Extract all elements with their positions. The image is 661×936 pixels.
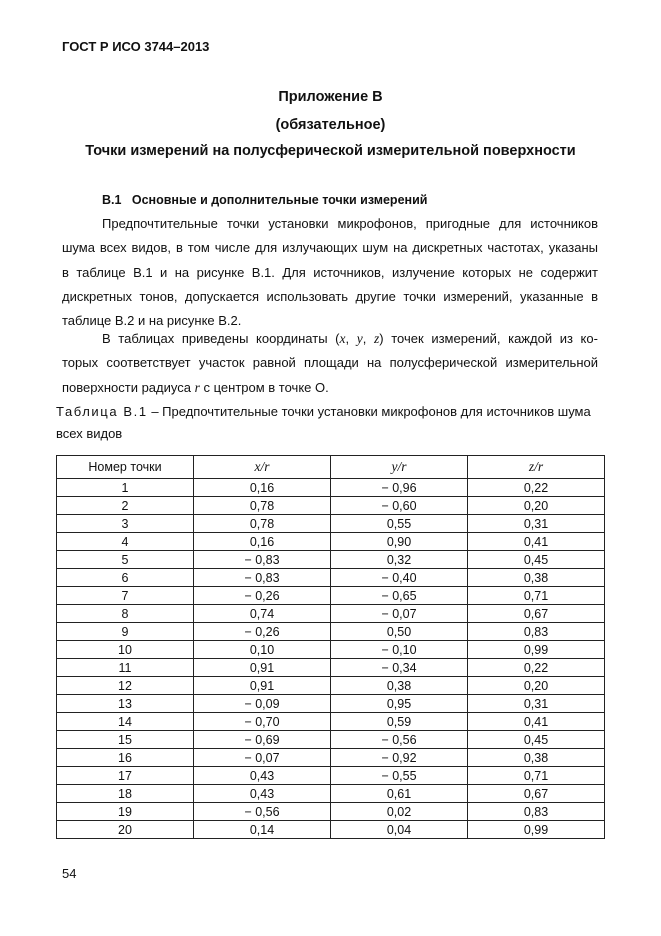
table-cell: 0,67 <box>468 605 605 623</box>
table-cell: 20 <box>57 821 194 839</box>
table-row <box>57 659 605 677</box>
table-cell: 12 <box>57 677 194 695</box>
table-cell: 13 <box>57 695 194 713</box>
table-cell: 0,38 <box>468 749 605 767</box>
table-cell: 0,43 <box>194 767 331 785</box>
table-label: Таблица В.1 <box>56 404 148 419</box>
table-cell: 5 <box>57 551 194 569</box>
table-cell: 0,55 <box>331 515 468 533</box>
paragraph-2 <box>62 327 598 400</box>
appendix-name: Точки измерений на полусферической измерительной поверхности <box>85 143 576 159</box>
radius-symbol: r <box>194 379 200 395</box>
table-cell: − 0,83 <box>194 551 331 569</box>
table-cell: 3 <box>57 515 194 533</box>
table-row <box>57 821 605 839</box>
table-cell: 7 <box>57 587 194 605</box>
table-cell: 4 <box>57 533 194 551</box>
table-row <box>57 515 605 533</box>
table-row <box>57 479 605 497</box>
table-cell: − 0,92 <box>331 749 468 767</box>
table-row <box>57 767 605 785</box>
table-row <box>57 695 605 713</box>
table-cell: 17 <box>57 767 194 785</box>
table-row <box>57 623 605 641</box>
appendix-status: (обязательное) <box>275 117 386 133</box>
table-cell: − 0,70 <box>194 713 331 731</box>
table-header-row <box>57 456 605 479</box>
table-row <box>57 551 605 569</box>
table-row <box>57 569 605 587</box>
table-cell: 11 <box>57 659 194 677</box>
table-cell: 0,61 <box>331 785 468 803</box>
table-cell: − 0,60 <box>331 497 468 515</box>
table-cell: 0,74 <box>194 605 331 623</box>
table-row <box>57 641 605 659</box>
table-cell: 8 <box>57 605 194 623</box>
table-cell: 0,31 <box>468 695 605 713</box>
table-cell: − 0,34 <box>331 659 468 677</box>
table-caption-text2: всех видов <box>56 426 123 441</box>
table-cell: − 0,26 <box>194 623 331 641</box>
table-cell: 18 <box>57 785 194 803</box>
table-cell: 0,91 <box>194 677 331 695</box>
header-x-r: x/r <box>194 456 331 479</box>
section-number: В.1 <box>102 193 122 207</box>
table-cell: 0,04 <box>331 821 468 839</box>
table-cell: 0,02 <box>331 803 468 821</box>
table-cell: − 0,10 <box>331 641 468 659</box>
table-cell: 0,43 <box>194 785 331 803</box>
table-cell: 0,83 <box>468 803 605 821</box>
paragraph-line: поверхности радиуса r с центром в точке О. <box>62 379 329 395</box>
header-z-r: z/r <box>468 456 605 479</box>
table-cell: 0,99 <box>468 641 605 659</box>
coordinates-table <box>56 455 605 839</box>
table-row <box>57 533 605 551</box>
table-row <box>57 785 605 803</box>
table-cell: 0,38 <box>468 569 605 587</box>
table-cell: 0,41 <box>468 713 605 731</box>
paragraph-line: торых соответствует участок равной площади на полусферической измерительной <box>62 355 598 371</box>
table-cell: 0,78 <box>194 497 331 515</box>
table-row <box>57 731 605 749</box>
table-cell: 19 <box>57 803 194 821</box>
table-cell: 0,22 <box>468 659 605 677</box>
table-caption <box>56 401 616 445</box>
table-cell: 6 <box>57 569 194 587</box>
table-cell: 0,16 <box>194 479 331 497</box>
table-cell: 0,71 <box>468 587 605 605</box>
table-cell: 0,20 <box>468 497 605 515</box>
coord-y: y <box>356 331 363 346</box>
table-cell: − 0,96 <box>331 479 468 497</box>
table-cell: − 0,56 <box>331 731 468 749</box>
table-cell: − 0,26 <box>194 587 331 605</box>
table-cell: 15 <box>57 731 194 749</box>
table-cell: 0,90 <box>331 533 468 551</box>
table-cell: 0,67 <box>468 785 605 803</box>
table-cell: − 0,65 <box>331 587 468 605</box>
table-cell: − 0,83 <box>194 569 331 587</box>
table-cell: 14 <box>57 713 194 731</box>
paragraph-line: дискретных тонов, допускается использовать другие точки измерений, указанные в <box>62 288 598 304</box>
coord-x: x <box>339 331 346 346</box>
table-cell: 0,45 <box>468 551 605 569</box>
table-cell: − 0,55 <box>331 767 468 785</box>
table-cell: − 0,07 <box>194 749 331 767</box>
table-cell: 0,38 <box>331 677 468 695</box>
header-y-r: y/r <box>331 456 468 479</box>
table-cell: 0,71 <box>468 767 605 785</box>
paragraph-line: В таблицах приведены координаты (x, y, z) точек измерений, каждой из ко- <box>102 331 598 346</box>
table-cell: − 0,09 <box>194 695 331 713</box>
table-cell: 0,83 <box>468 623 605 641</box>
table-cell: 0,10 <box>194 641 331 659</box>
table-cell: 2 <box>57 497 194 515</box>
table-cell: − 0,40 <box>331 569 468 587</box>
section-heading <box>102 193 427 207</box>
table-cell: 0,16 <box>194 533 331 551</box>
paragraph-line: Предпочтительные точки установки микрофонов, пригодные для источников <box>102 216 598 231</box>
table-cell: − 0,07 <box>331 605 468 623</box>
table-cell: 0,95 <box>331 695 468 713</box>
table-row <box>57 749 605 767</box>
table-cell: 0,41 <box>468 533 605 551</box>
table-cell: 0,22 <box>468 479 605 497</box>
table-cell: 16 <box>57 749 194 767</box>
paragraph-line: таблице В.2 и на рисунке В.2. <box>62 313 242 329</box>
header-point-number: Номер точки <box>57 456 194 479</box>
table-caption-text: – Предпочтительные точки установки микрофонов для источников шума <box>151 404 591 419</box>
table-cell: 10 <box>57 641 194 659</box>
table-cell: 0,91 <box>194 659 331 677</box>
paragraph-1 <box>62 212 598 333</box>
coord-z: z <box>374 331 380 346</box>
table-row <box>57 497 605 515</box>
section-title: Основные и дополнительные точки измерений <box>131 193 428 207</box>
table-cell: 0,99 <box>468 821 605 839</box>
table-cell: 0,32 <box>331 551 468 569</box>
paragraph-line: шума всех видов, в том числе для излучающих шум на дискретных частотах, указаны <box>62 240 598 256</box>
appendix-title: Приложение В <box>278 89 383 105</box>
table-cell: 0,14 <box>194 821 331 839</box>
table-cell: 9 <box>57 623 194 641</box>
table-row <box>57 605 605 623</box>
table-cell: 0,20 <box>468 677 605 695</box>
table-row <box>57 587 605 605</box>
table-cell: 0,31 <box>468 515 605 533</box>
table-cell: − 0,56 <box>194 803 331 821</box>
table-cell: 0,45 <box>468 731 605 749</box>
table-cell: 0,78 <box>194 515 331 533</box>
paragraph-line: в таблице В.1 и на рисунке В.1. Для источников, излучение которых не содержит <box>62 264 598 280</box>
table-cell: 1 <box>57 479 194 497</box>
table-row <box>57 803 605 821</box>
table-row <box>57 713 605 731</box>
page-number: 54 <box>62 866 77 881</box>
table-row <box>57 677 605 695</box>
table-cell: 0,59 <box>331 713 468 731</box>
table-cell: 0,50 <box>331 623 468 641</box>
table-cell: − 0,69 <box>194 731 331 749</box>
document-header: ГОСТ Р ИСО 3744–2013 <box>62 39 210 54</box>
